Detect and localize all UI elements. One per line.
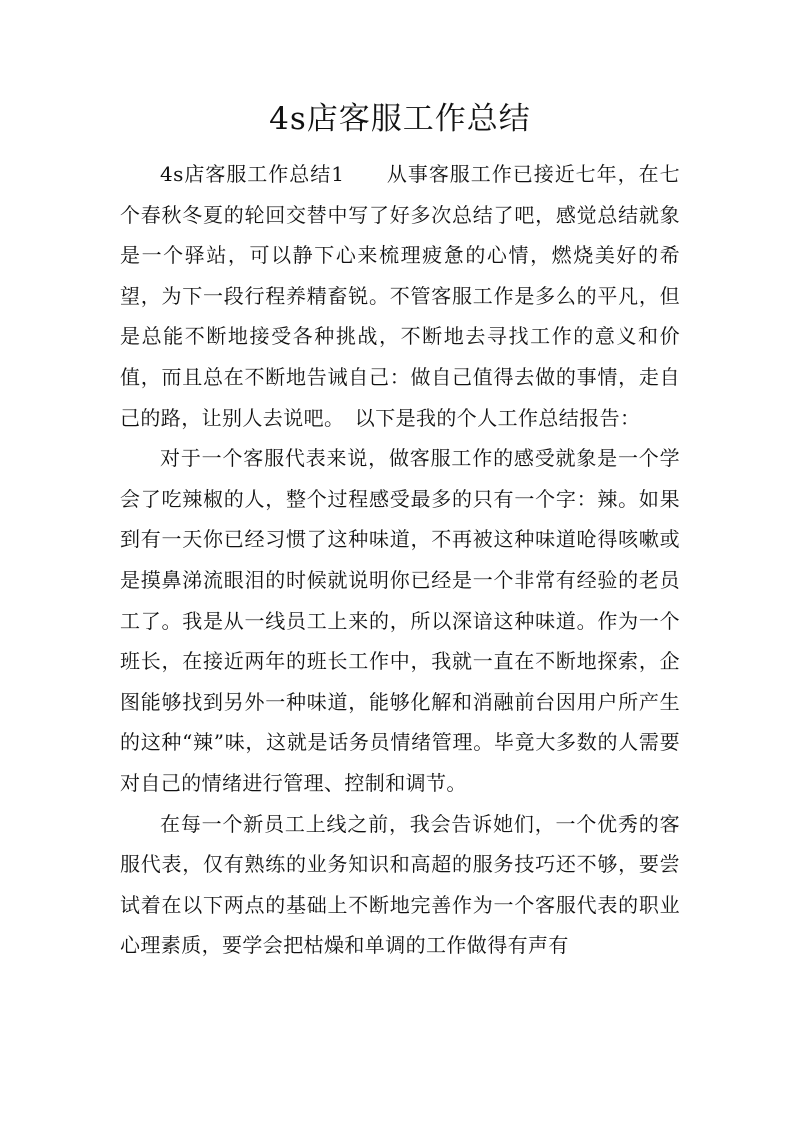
document-body	[120, 154, 680, 966]
paragraph-intro: 4s店客服工作总结1 从事客服工作已接近七年，在七个春秋冬夏的轮回交替中写了好多次总结了吧，感觉总结就象是一个驿站，可以静下心来梳理疲惫的心情，燃烧美好的希望，为下一段行程养精畜锐。不管客服工作是多么的平凡，但是总能不断地接受各种挑战，不断地去寻找工作的意义和价值，而且总在不断地告诫自己：做自己值得去做的事情，走自己的路，让别人去说吧。 以下是我的个人工作总结报告：	[120, 162, 680, 430]
document-title: 4s店客服工作总结	[269, 101, 531, 137]
paragraph-spicy-analogy: 对于一个客服代表来说，做客服工作的感受就象是一个学会了吃辣椒的人，整个过程感受最多的只有一个字：辣。如果到有一天你已经习惯了这种味道，不再被这种味道呛得咳嗽或是摸鼻涕流眼泪的时候就说明你已经是一个非常有经验的老员工了。我是从一线员工上来的，所以深谙这种味道。作为一个班长，在接近两年的班长工作中，我就一直在不断地探索，企图能够找到另外一种味道，能够化解和消融前台因用户所产生的这种“辣”味，这就是话务员情绪管理。毕竟大多数的人需要对自己的情绪进行管理、控制和调节。	[120, 446, 680, 795]
paragraph-new-staff: 在每一个新员工上线之前，我会告诉她们，一个优秀的客服代表，仅有熟练的业务知识和高超的服务技巧还不够，要尝试着在以下两点的基础上不断地完善作为一个客服代表的职业心理素质，要学会把枯燥和单调的工作做得有声有	[120, 811, 680, 958]
